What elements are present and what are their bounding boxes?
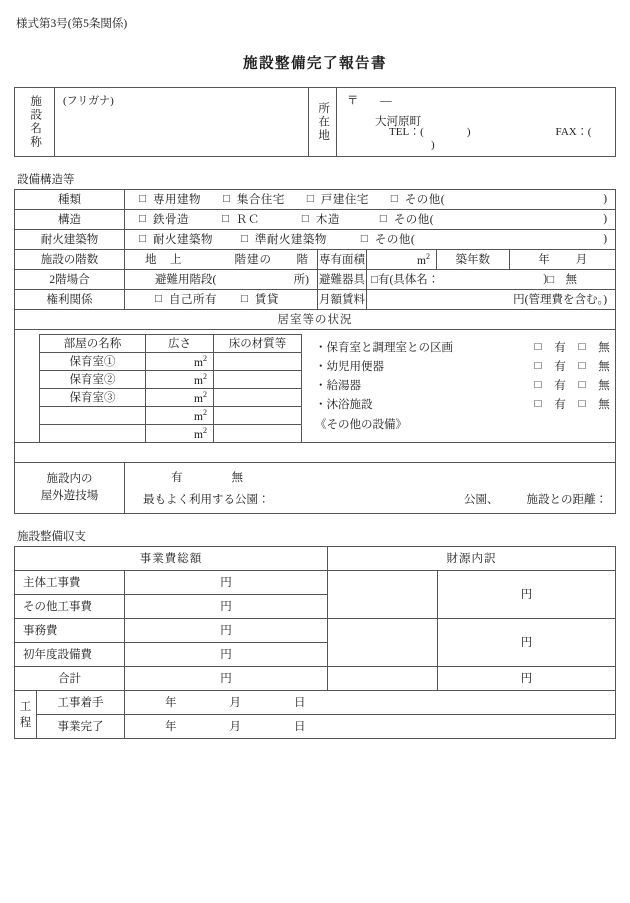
floors-label: 施設の階数 (15, 249, 125, 269)
checkbox-icon[interactable]: □ (578, 360, 586, 373)
park-label: 最もよく利用する公園： (143, 493, 270, 506)
cost-unit: 円 (220, 577, 232, 590)
funding-unit: 円 (520, 589, 533, 602)
checkbox-icon[interactable]: □ (534, 341, 542, 354)
kind-other-label: その他( (404, 194, 446, 207)
table-row (40, 388, 302, 406)
total-value-cell[interactable] (125, 666, 328, 690)
checkbox-icon[interactable]: □ (240, 232, 248, 245)
funding-value-cell[interactable] (438, 618, 616, 666)
distance-label: 施設との距離： (526, 493, 608, 506)
checkbox-icon[interactable]: □ (240, 292, 248, 305)
room-material[interactable] (214, 424, 302, 442)
age-label: 築年数 (437, 250, 509, 269)
checkbox-icon[interactable]: □ (155, 292, 162, 305)
checkbox-icon[interactable]: □ (578, 379, 586, 392)
table-row-floors (15, 249, 616, 269)
tel-open-paren: ( (420, 125, 425, 138)
funding-total-value-cell[interactable] (438, 666, 616, 690)
process-date-cell[interactable] (125, 714, 616, 738)
process-row-label: 工事着手 (37, 690, 125, 714)
cost-value-cell[interactable] (125, 570, 328, 594)
checkbox-icon[interactable]: □ (139, 212, 146, 225)
cost-label: 事務費 (15, 618, 125, 642)
checkbox-icon[interactable]: □ (139, 232, 146, 245)
tel-close-paren: ) (466, 125, 472, 138)
fireproof-option-0[interactable] (139, 231, 213, 247)
form-number: 様式第3号(第5条関係) (16, 18, 128, 30)
table-row-process-start (15, 690, 616, 714)
room-name[interactable]: 保育室② (40, 370, 146, 388)
facility-name-label-text: 施設名称 (29, 94, 42, 149)
fireproof-other-label: その他( (374, 234, 416, 247)
budget-header-row (15, 546, 616, 570)
funding-total-unit: 円 (520, 673, 533, 686)
floors-floor-label: 階 (296, 254, 309, 267)
table-row-kind (15, 189, 616, 209)
rooms-header-material: 床の材質等 (214, 334, 302, 352)
rent-value-cell[interactable] (367, 289, 616, 309)
stair-close: 所) (293, 274, 309, 287)
construction-options (125, 209, 616, 229)
kind-option-other[interactable] (391, 191, 615, 207)
room-name[interactable]: 保育室① (40, 352, 146, 370)
facility-yes-label: 有 (554, 342, 566, 355)
kind-other-close: ) (603, 193, 608, 206)
process-month-label: 月 (229, 721, 242, 734)
facility-check-item (315, 357, 615, 376)
evac-no-checkbox[interactable]: □ 無 (547, 274, 578, 287)
facility-label: ・給湯器 (315, 380, 361, 393)
evac-yes-close: ) (543, 273, 548, 286)
construction-label: 構造 (15, 209, 125, 229)
cost-unit: 円 (220, 601, 232, 614)
cost-label: 初年度設備費 (15, 642, 125, 666)
playground-no[interactable]: 無 (231, 471, 244, 484)
cost-label: その他工事費 (15, 594, 125, 618)
construction-other-close: ) (603, 213, 608, 226)
rent-label: 月額賃料 (318, 289, 367, 309)
kind-option-0-label: 専用建物 (152, 194, 201, 207)
facility-no-label: 無 (598, 380, 610, 393)
floors-value-cell[interactable] (125, 249, 318, 269)
rent-unit: 円(管理費を含む。) (513, 294, 608, 307)
other-equipment-label: 《その他の設備》 (315, 418, 407, 431)
table-row-rooms (15, 329, 616, 442)
room-name[interactable]: 保育室③ (40, 388, 146, 406)
checkbox-icon[interactable]: □ (379, 212, 387, 225)
playground-label-line1: 施設内の (46, 473, 93, 486)
rooms-block (15, 329, 616, 442)
table-row-fireproof (15, 229, 616, 249)
process-label-text: 工程 (19, 701, 32, 730)
checkbox-icon[interactable]: □ (306, 192, 314, 205)
funding-label-cell[interactable] (328, 618, 438, 666)
room-material[interactable] (214, 406, 302, 424)
second-floor-label: 2階場合 (15, 269, 125, 289)
fireproof-label: 耐火建築物 (15, 229, 125, 249)
table-row-second-floor (15, 269, 616, 289)
checkbox-icon[interactable]: □ (534, 398, 542, 411)
room-area[interactable]: $m^2$ (146, 388, 214, 406)
checkbox-icon[interactable]: □ (534, 360, 542, 373)
construction-option-2-label: 木造 (315, 214, 340, 227)
facility-no-label: 無 (598, 342, 610, 355)
table-row (40, 406, 302, 424)
facility-label: ・幼児用便器 (315, 361, 384, 374)
table-row-rooms-banner (15, 309, 616, 329)
age-month-label: 月 (575, 254, 588, 267)
kind-option-0[interactable] (139, 191, 201, 207)
kind-option-2[interactable] (307, 191, 369, 207)
facility-label: ・保育室と調理室との区画 (315, 342, 453, 355)
checkbox-icon[interactable]: □ (578, 341, 586, 354)
funding-header: 財源内訳 (328, 546, 616, 570)
address-town: 大河原町 (375, 115, 421, 128)
kind-option-1[interactable] (223, 191, 285, 207)
checkbox-icon[interactable]: □ (534, 379, 542, 392)
facility-no-label: 無 (598, 361, 610, 374)
fireproof-options (125, 229, 616, 249)
construction-option-1[interactable] (222, 211, 260, 227)
facility-label: ・沐浴施設 (315, 399, 373, 412)
construction-option-2[interactable] (302, 211, 340, 227)
cost-unit: 円 (220, 625, 232, 638)
checkbox-icon[interactable]: □ (390, 192, 398, 205)
facility-check-item (315, 376, 615, 395)
construction-option-1-label: ＲＣ (235, 214, 260, 227)
room-material[interactable] (214, 352, 302, 370)
process-year-label: 年 (165, 697, 178, 710)
room-material[interactable] (214, 388, 302, 406)
checkbox-icon[interactable]: □ (221, 212, 229, 225)
fireproof-option-1[interactable] (241, 231, 327, 247)
facility-name-input[interactable] (55, 87, 309, 156)
playground-label-line2: 屋外遊技場 (40, 489, 99, 502)
table-row-total (15, 666, 616, 690)
room-area[interactable]: $m^2$ (146, 406, 214, 424)
kind-option-2-label: 戸建住宅 (320, 194, 369, 207)
funding-value-cell[interactable] (438, 570, 616, 618)
table-row (15, 87, 616, 156)
room-material[interactable] (214, 370, 302, 388)
process-month-label: 月 (229, 697, 242, 710)
fireproof-option-other[interactable] (361, 231, 615, 247)
fax-label: FAX： (555, 125, 588, 138)
table-row-construction (15, 209, 616, 229)
fireproof-other-close: ) (603, 233, 608, 246)
table-row (15, 618, 616, 642)
evac-equip-label: 避難器具 (318, 269, 367, 289)
evac-equip-cell[interactable] (367, 269, 616, 289)
process-date-cell[interactable] (125, 690, 616, 714)
construction-other-label: その他( (393, 214, 435, 227)
facility-name-table (14, 87, 616, 157)
tel-label: TEL： (389, 125, 421, 138)
process-row-label: 事業完了 (37, 714, 125, 738)
floors-stories-label: 階建の (234, 254, 272, 267)
rooms-table-wrap (15, 330, 305, 442)
process-year-label: 年 (165, 721, 178, 734)
checkbox-icon[interactable]: □ (578, 398, 586, 411)
room-area[interactable]: $m^2$ (146, 370, 214, 388)
checkbox-icon[interactable]: □ (139, 192, 146, 205)
construction-option-0-label: 鉄骨造 (152, 214, 189, 227)
rights-label: 権利関係 (15, 289, 125, 309)
cost-label: 主体工事費 (15, 570, 125, 594)
facilities-checklist (305, 330, 615, 442)
process-label (15, 690, 37, 738)
cost-value-cell[interactable] (125, 594, 328, 618)
cost-value-cell[interactable] (125, 618, 328, 642)
facility-name-label (15, 87, 55, 156)
table-row-playground (15, 462, 616, 513)
rights-option-1[interactable] (241, 291, 279, 307)
stair-label: 避難用階段( (155, 274, 217, 287)
fireproof-option-0-label: 耐火建築物 (152, 234, 213, 247)
rooms-table (39, 334, 302, 443)
playground-label (15, 462, 125, 513)
age-cell (437, 249, 616, 269)
rights-options (125, 289, 318, 309)
table-row (40, 370, 302, 388)
playground-yes[interactable]: 有 (171, 471, 184, 484)
total-unit: 円 (220, 673, 232, 686)
rooms-header-row (40, 334, 302, 352)
rooms-header-area: 広さ (146, 334, 214, 352)
blank-space (15, 442, 616, 462)
fax-close-paren: ) (431, 138, 436, 151)
kind-label: 種類 (15, 189, 125, 209)
rights-option-0[interactable] (155, 291, 217, 307)
facility-yes-label: 有 (554, 361, 566, 374)
structure-section-label: 設備構造等 (17, 173, 75, 186)
page-title: 施設整備完了報告書 (243, 55, 387, 72)
area-value-cell[interactable] (367, 249, 437, 269)
fireproof-option-1-label: 準耐火建築物 (254, 234, 327, 247)
room-name[interactable] (40, 424, 146, 442)
age-value-cell[interactable] (509, 250, 616, 269)
kind-options (125, 189, 616, 209)
rights-option-1-label: 賃貸 (254, 294, 279, 307)
park-suffix: 公園、 (464, 493, 499, 506)
checkbox-icon[interactable]: □ (360, 232, 368, 245)
budget-section-label: 施設整備収支 (17, 530, 86, 543)
funding-total-label-cell[interactable] (328, 666, 438, 690)
process-day-label: 日 (294, 721, 307, 734)
table-row (40, 424, 302, 442)
room-name[interactable] (40, 406, 146, 424)
kind-option-1-label: 集合住宅 (236, 194, 285, 207)
address-label-text: 所在地 (317, 101, 330, 143)
construction-option-0[interactable] (139, 211, 189, 227)
table-row-spacer (15, 442, 616, 462)
facility-yes-label: 有 (554, 399, 566, 412)
playground-content[interactable] (125, 462, 616, 513)
zip-mark-icon: 〒 (347, 94, 360, 107)
stair-cell[interactable] (125, 269, 318, 289)
checkbox-icon[interactable]: □ (301, 212, 309, 225)
room-area[interactable]: $m^2$ (146, 424, 214, 442)
area-unit: $m^2$ (417, 251, 430, 267)
zip-dash: ― (380, 94, 393, 107)
table-row-rights (15, 289, 616, 309)
table-row (15, 570, 616, 594)
park-value[interactable] (270, 491, 465, 507)
table-row (40, 352, 302, 370)
facility-yes-label: 有 (554, 380, 566, 393)
age-year-label: 年 (538, 254, 550, 267)
facility-check-item (315, 395, 615, 414)
budget-table (14, 546, 616, 739)
facility-no-label: 無 (598, 399, 610, 412)
furigana-label: (フリガナ) (63, 94, 114, 107)
fax-open-paren: ( (587, 125, 593, 138)
cost-unit: 円 (220, 649, 232, 662)
structure-table (14, 189, 616, 514)
cost-value-cell[interactable] (125, 642, 328, 666)
process-day-label: 日 (294, 697, 307, 710)
rights-option-0-label: 自己所有 (168, 294, 217, 307)
funding-label-cell[interactable] (328, 570, 438, 618)
table-row-process-end (15, 714, 616, 738)
rooms-header-name: 部屋の名称 (40, 334, 146, 352)
area-label: 専有面積 (318, 249, 367, 269)
construction-option-other[interactable] (380, 211, 615, 227)
facility-check-item (315, 338, 615, 357)
room-area[interactable]: $m^2$ (146, 352, 214, 370)
address-cell[interactable] (337, 87, 616, 156)
funding-unit: 円 (520, 637, 533, 650)
address-label (309, 87, 337, 156)
checkbox-icon[interactable]: □ (222, 192, 230, 205)
evac-yes-checkbox[interactable]: □有(具体名： (371, 274, 440, 287)
rooms-banner: 居室等の状況 (15, 309, 616, 329)
total-cost-header: 事業費総額 (15, 546, 328, 570)
total-label: 合計 (15, 666, 125, 690)
floors-ground-label: 地 上 (145, 254, 183, 267)
